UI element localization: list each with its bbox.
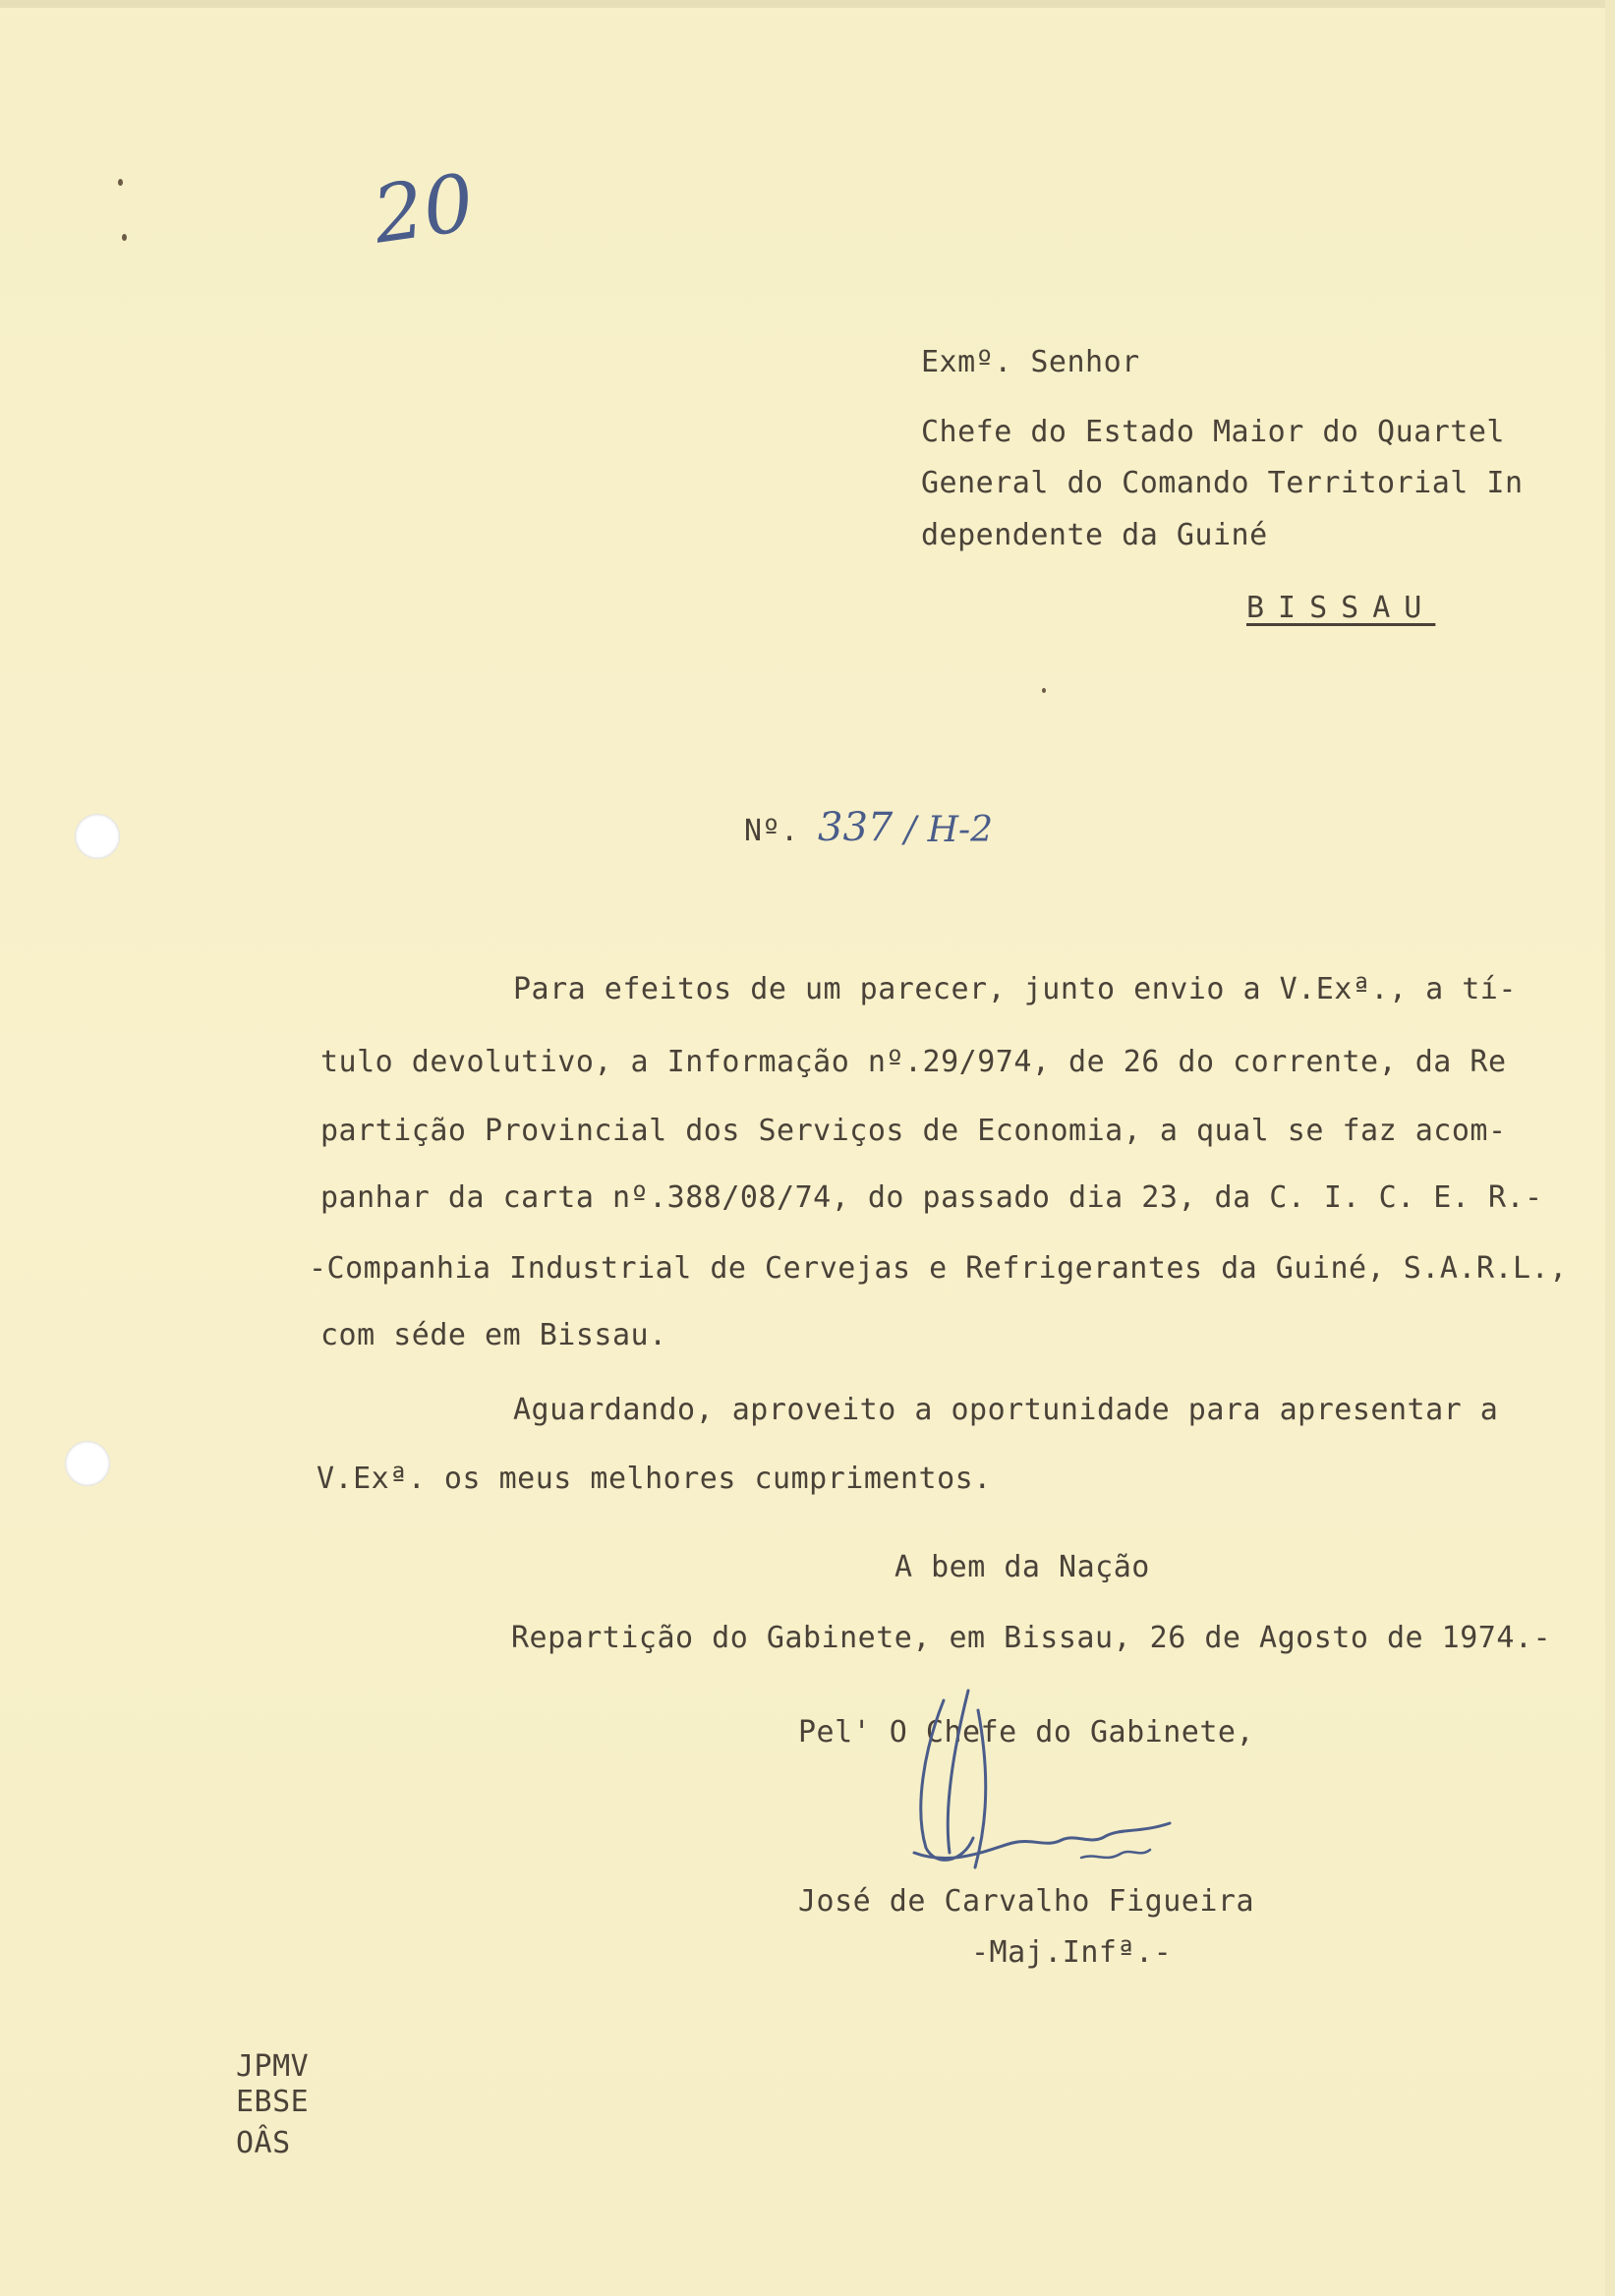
closing-place-date: Repartição do Gabinete, em Bissau, 26 de Agosto de 1974.-	[511, 1621, 1552, 1655]
body-line-7: Aguardando, aproveito a oportunidade para apresentar a	[513, 1393, 1499, 1427]
addressee-line-2: General do Comando Territorial In	[921, 466, 1524, 500]
initials-line-2: EBSE	[236, 2085, 310, 2119]
body-line-3: partição Provincial dos Serviços de Economia, a qual se faz acom-	[320, 1114, 1507, 1148]
initials-line-1: JPMV	[236, 2049, 310, 2084]
page-top-edge	[0, 0, 1615, 8]
punch-hole-bottom	[65, 1441, 110, 1486]
ink-speck	[122, 234, 127, 241]
body-line-8: V.Exª. os meus melhores cumprimentos.	[317, 1462, 992, 1496]
salutation: Exmº. Senhor	[921, 345, 1140, 379]
initials-line-3: OÂS	[236, 2126, 291, 2160]
signatory-rank: -Maj.Infª.-	[971, 1935, 1173, 1970]
body-line-1: Para efeitos de um parecer, junto envio a V.Exª., a tí-	[513, 972, 1517, 1006]
reference-prefix: Nº.	[744, 814, 799, 848]
addressee-city: BISSAU	[1246, 591, 1436, 625]
reference-suffix-handwritten: / H-2	[904, 810, 994, 850]
body-line-4: panhar da carta nº.388/08/74, do passado dia 23, da C. I. C. E. R.-	[320, 1180, 1543, 1215]
addressee-line-3: dependente da Guiné	[921, 518, 1268, 552]
punch-hole-top	[75, 814, 120, 859]
handwritten-signature	[885, 1671, 1199, 1907]
body-line-5: -Companhia Industrial de Cervejas e Refrigerantes da Guiné, S.A.R.L.,	[309, 1251, 1568, 1286]
ink-speck	[118, 179, 123, 186]
closing-for-line: Pel' O Chefe do Gabinete,	[798, 1715, 1255, 1750]
body-line-6: com séde em Bissau.	[320, 1318, 667, 1352]
addressee-line-1: Chefe do Estado Maior do Quartel	[921, 415, 1505, 449]
ink-speck	[1042, 688, 1046, 693]
signatory-name: José de Carvalho Figueira	[798, 1884, 1255, 1919]
handwritten-page-number: 20	[367, 156, 480, 261]
body-line-2: tulo devolutivo, a Informação nº.29/974, de 26 do corrente, da Re	[320, 1045, 1507, 1079]
reference-number-handwritten: 337	[818, 805, 894, 850]
closing-motto: A bem da Nação	[894, 1550, 1150, 1584]
page-right-edge	[1605, 0, 1615, 2296]
